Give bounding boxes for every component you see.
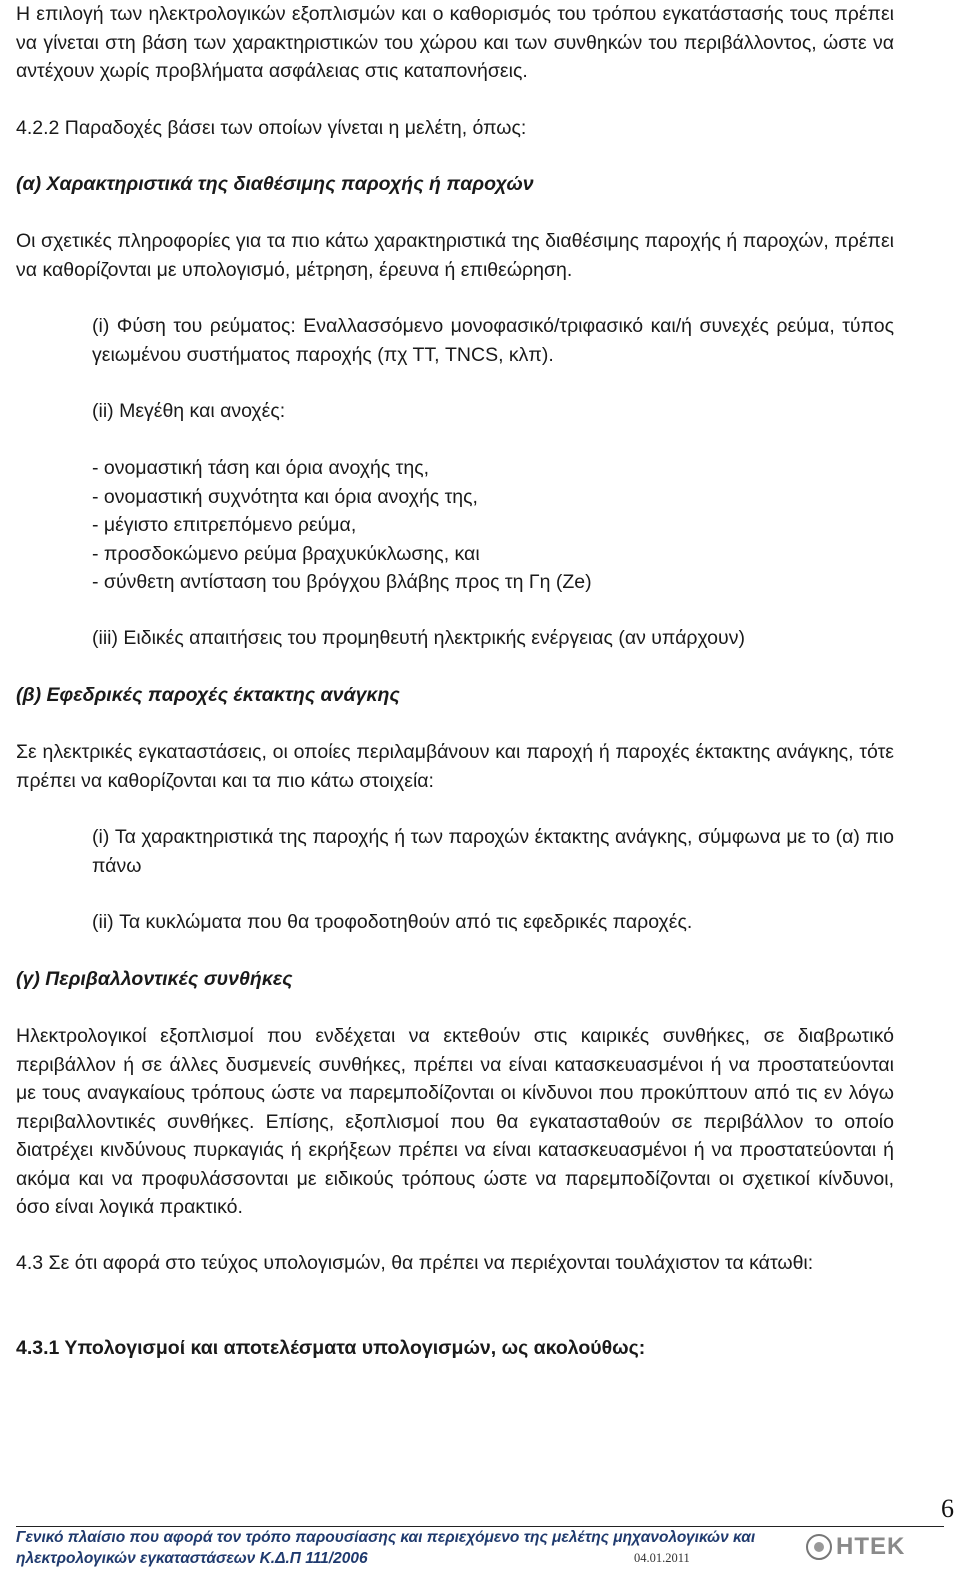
footer-title: Γενικό πλαίσιο που αφορά τον τρόπο παρουσίασης και περιεχόμενο της μελέτης μηχανολογικών και ηλεκτρολογικών εγκαταστάσεων Κ.Δ.Π 111/2006	[16, 1529, 756, 1567]
intro-paragraph: Η επιλογή των ηλεκτρολογικών εξοπλισμών και ο καθορισμός του τρόπου εγκατάστασής τους πρέπει να γίνεται στη βάση των χαρακτηριστικών του χώρου και των συνθηκών του περιβάλλοντος, ώστε να αντέχουν χωρίς προβλήματα ασφάλειας στις καταπονήσεις.	[16, 3, 894, 82]
section-4-3: 4.3 Σε ότι αφορά στο τεύχος υπολογισμών, θα πρέπει να περιέχονται τουλάχιστον τα κάτωθι:	[16, 1252, 814, 1274]
list-item: - μέγιστο επιτρεπόμενο ρεύμα,	[92, 514, 357, 536]
heading-b: (β) Εφεδρικές παροχές έκτακτης ανάγκης	[16, 684, 400, 706]
seal-icon	[806, 1534, 832, 1560]
page-number: 6	[941, 1494, 954, 1523]
paragraph-b: Σε ηλεκτρικές εγκαταστάσεις, οι οποίες περιλαμβάνουν και παροχή ή παροχές έκτακτης ανάγκης, τότε πρέπει να καθορίζονται και τα πιο κάτω στοιχεία:	[16, 741, 894, 792]
list-item: - προσδοκώμενο ρεύμα βραχυκύκλωσης, και	[92, 542, 480, 565]
tolerance-list	[92, 454, 894, 597]
etek-logo	[806, 1530, 920, 1564]
list-item: - σύνθετη αντίσταση του βρόγχου βλάβης προς τη Γη (Ze)	[92, 571, 592, 593]
item-a-ii: (ii) Μεγέθη και ανοχές:	[92, 400, 286, 422]
section-4-3-1: 4.3.1 Υπολογισμοί και αποτελέσματα υπολογισμών, ως ακολούθως:	[16, 1337, 646, 1359]
item-a-i: (i) Φύση του ρεύματος: Εναλλασσόμενο μονοφασικό/τριφασικό και/ή συνεχές ρεύμα, τύπος γειωμένου συστήματος παροχής (πχ ΤΤ, TNCS, κλπ).	[92, 315, 894, 366]
paragraph-a: Οι σχετικές πληροφορίες για τα πιο κάτω χαρακτηριστικά της διαθέσιμης παροχής ή παροχών, πρέπει να καθορίζονται με υπολογισμό, μέτρηση, έρευνα ή επιθεώρηση.	[16, 230, 894, 281]
logo-text: ΗΤΕΚ	[836, 1533, 906, 1560]
heading-c: (γ) Περιβαλλοντικές συνθήκες	[16, 968, 293, 990]
item-a-iii: (iii) Ειδικές απαιτήσεις του προμηθευτή ηλεκτρικής ενέργειας (αν υπάρχουν)	[92, 627, 745, 649]
section-4-2-2: 4.2.2 Παραδοχές βάσει των οποίων γίνεται η μελέτη, όπως:	[16, 117, 527, 139]
item-b-i: (i) Τα χαρακτηριστικά της παροχής ή των παροχών έκτακτης ανάγκης, σύμφωνα με το (α) πιο πάνω	[92, 826, 894, 877]
footer-date: 04.01.2011	[634, 1551, 690, 1565]
list-item: - ονομαστική τάση και όρια ανοχής της,	[92, 457, 430, 479]
item-b-ii: (ii) Τα κυκλώματα που θα τροφοδοτηθούν από τις εφεδρικές παροχές.	[92, 911, 693, 933]
heading-a: (α) Χαρακτηριστικά της διαθέσιμης παροχής ή παροχών	[16, 173, 534, 195]
list-item: - ονομαστική συχνότητα και όρια ανοχής της,	[92, 485, 478, 508]
paragraph-c: Ηλεκτρολογικοί εξοπλισμοί που ενδέχεται να εκτεθούν στις καιρικές συνθήκες, σε διαβρωτικό περιβάλλον ή σε άλλες δυσμενείς συνθήκες, πρέπει να είναι κατασκευασμένοι ή να προστατεύονται με τους αναγκαίους τρόπους ώστε να παρεμποδίζονται οι κίνδυνοι που προκύπτουν από τις εν λόγω περιβαλλοντικές συνθήκες. Επίσης, εξοπλισμοί που θα εγκατασταθούν σε περιβάλλον το οποίο διατρέχει κινδύνους πυρκαγιάς ή εκρήξεων πρέπει να είναι κατασκευασμένοι ή να προστατεύονται ή ακόμα και να προφυλάσσονται με ειδικούς τρόπους ώστε να παρεμποδίζονται οι σχετικοί κίνδυνοι, όσο είναι λογικά πρακτικό.	[16, 1025, 894, 1218]
